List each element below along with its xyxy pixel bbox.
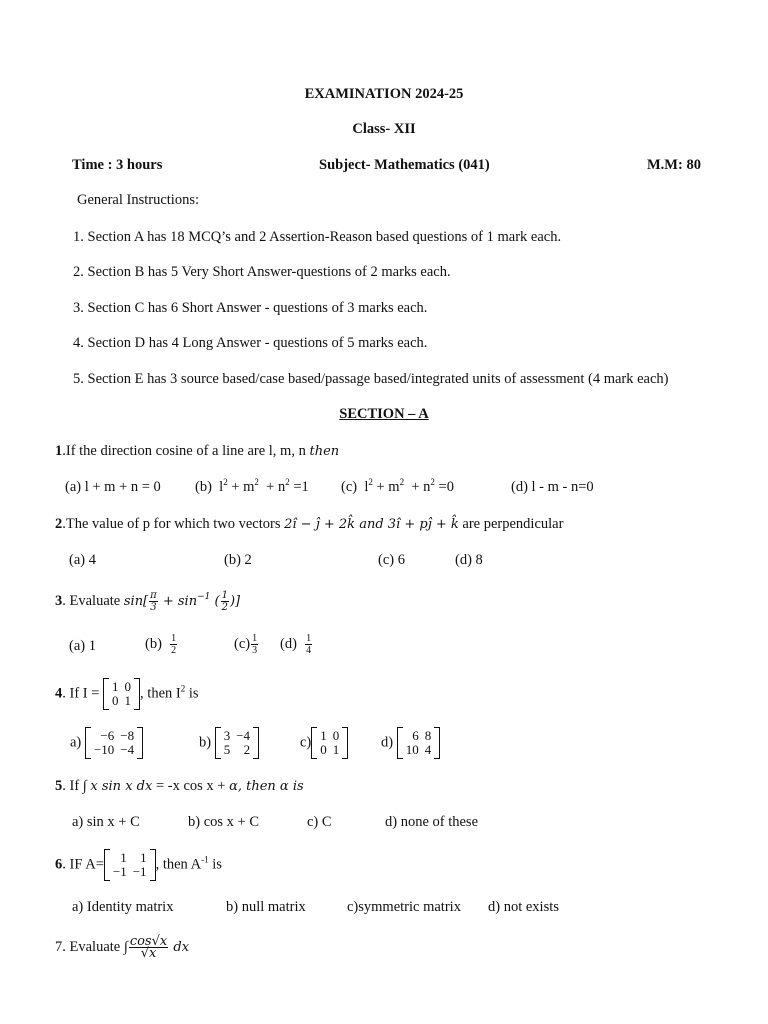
option-c: (c) 6: [378, 552, 405, 568]
option-a: (a) 1: [69, 638, 96, 654]
instruction-item: 3. Section C has 6 Short Answer - questions of 3 marks each.: [73, 300, 428, 316]
integrand: x sin x dx: [90, 779, 153, 794]
option-a: a) Identity matrix: [72, 899, 174, 915]
question-2: [55, 516, 563, 533]
instruction-item: 5. Section E has 3 source based/case based/passage based/integrated units of assessment (4 mark each): [73, 371, 669, 387]
instruction-item: 2. Section B has 5 Very Short Answer-questions of 2 marks each.: [73, 264, 451, 280]
max-marks-label: M.M: 80: [647, 157, 701, 173]
and-word: and: [355, 517, 388, 532]
question-number: 3: [55, 593, 63, 609]
question-tail: , then A: [155, 856, 202, 873]
option-a: (a) l + m + n = 0: [65, 479, 161, 495]
question-text: . IF A=: [62, 856, 104, 873]
instructions-heading: General Instructions:: [77, 192, 200, 208]
question-number: 5: [55, 778, 63, 794]
differential: dx: [169, 939, 190, 955]
question-text: . If ∫: [62, 778, 91, 794]
option-d: d) 6 8 10 4: [381, 727, 440, 759]
question-text: 7. Evaluate ∫: [55, 938, 128, 955]
question-number: 1: [55, 443, 63, 459]
option-d: d) not exists: [488, 899, 559, 915]
question-number: 4: [55, 685, 63, 702]
option-a: a) sin x + C: [72, 814, 140, 830]
matrix-a: 1 1 −1 −1: [104, 849, 156, 881]
question-text: . Evaluate: [62, 593, 124, 609]
option-c: c) 1 0 0 1: [300, 727, 348, 759]
question-mid: = -x cos x +: [152, 778, 230, 794]
question-text: .If the direction cosine of a line are l, m, n: [62, 443, 310, 459]
section-title: SECTION – A: [339, 406, 429, 422]
integrand-fraction: $\frac{\cos√x}{√x}$: [129, 934, 168, 961]
instruction-item: 4. Section D has 4 Long Answer - questions of 5 marks each.: [73, 335, 428, 351]
question-number: 2: [55, 516, 63, 532]
question-tail: , then I: [140, 685, 181, 702]
option-c: (c) $l^2 + m^2 + n^2 =0$: [341, 477, 454, 495]
option-b: b) cos x + C: [188, 814, 260, 830]
option-a: a) −6 −8 −10 −4: [70, 727, 143, 759]
option-d: d) none of these: [385, 814, 479, 830]
option-a: (a) 4: [69, 552, 96, 568]
option-b: b) null matrix: [226, 899, 306, 915]
exam-title: EXAMINATION 2024-25: [304, 86, 464, 102]
option-d: (d) 8: [455, 552, 483, 568]
question-6: 6. IF A= 1 1 −1 −1 , then $A^{-1}$ is: [55, 850, 222, 879]
option-b: (b) $l^2 + m^2 + n^2 =1$: [195, 477, 309, 495]
question-tail: α, then α is: [229, 779, 304, 794]
option-b: b) 3 −4 5 2: [199, 727, 259, 759]
question-7: [55, 936, 189, 959]
option-b: (b) $\frac{1}{2}$: [145, 633, 177, 656]
option-d: (d) l - m - n=0: [511, 479, 594, 495]
question-number: 6: [55, 856, 63, 873]
vector-2: 3î + pĵ + k̂: [387, 517, 459, 532]
option-c: (c) $\frac{1}{3}$: [234, 633, 258, 656]
option-c: c)symmetric matrix: [347, 899, 461, 915]
option-d: (d) $\frac{1}{4}$: [280, 633, 312, 656]
question-5: [55, 778, 304, 795]
class-label: Class- XII: [352, 121, 416, 137]
question-4: 4. If I = 1 0 0 1 , then $I^2$ is: [55, 679, 199, 708]
question-text: . If I =: [62, 685, 104, 702]
sin-expression: sin[ $\frac{\pi}{3}$ + $\sin^{-1}$ ( $\frac{1}{2}$ )]: [123, 590, 241, 613]
vector-1: 2î − ĵ + 2k̂: [284, 517, 356, 532]
question-tail: are perpendicular: [458, 516, 564, 532]
subject-label: Subject- Mathematics (041): [319, 157, 490, 173]
question-3: [55, 590, 240, 613]
time-label: Time : 3 hours: [72, 157, 163, 173]
question-text: .The value of p for which two vectors: [62, 516, 285, 532]
instruction-item: 1. Section A has 18 MCQ’s and 2 Assertion-Reason based questions of 1 mark each.: [73, 229, 562, 245]
option-c: c) C: [307, 814, 332, 830]
question-1: [55, 443, 339, 460]
matrix-i: 1 0 0 1: [103, 678, 140, 710]
question-text-italic: then: [309, 444, 340, 459]
option-b: (b) 2: [224, 552, 252, 568]
